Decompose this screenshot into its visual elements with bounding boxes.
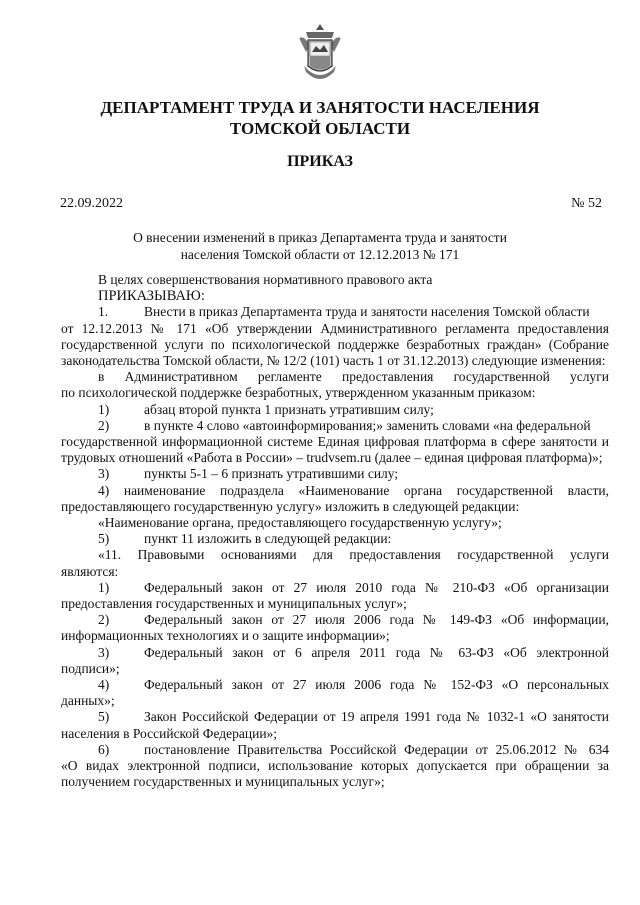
list-item: [61, 402, 609, 418]
law-item-number: 5): [98, 709, 110, 725]
list-item-4-quote: «Наименование органа, предоставляющего государственную услугу»;: [98, 515, 502, 531]
law-item-text: постановление Правительства Российской Федерации от 25.06.2012 № 634: [144, 741, 609, 757]
list-item-number: 5): [98, 531, 110, 547]
law-item-continuation: предоставления государственных и муниципальных услуг»;: [61, 596, 407, 612]
law-item-text: Федеральный закон от 27 июля 2010 года № 210-ФЗ «Об организации: [144, 579, 609, 595]
law-item-text: Закон Российской Федерации от 19 апреля 1991 года № 1032-1 «О занятости: [144, 709, 609, 725]
subject-line1: О внесении изменений в приказ Департамента труда и занятости: [133, 230, 507, 245]
law-item-text: Федеральный закон от 27 июля 2006 года № 152-ФЗ «О персональных: [144, 677, 609, 693]
law-item-number: 2): [98, 612, 110, 628]
law-item-continuation: «О видах электронной подписи, использование которых допускается при обращении за получением государственных и муниципальных услуг»;: [61, 758, 609, 790]
paragraph-11-continuation: являются:: [61, 563, 119, 579]
list-item-number: 3): [98, 466, 110, 482]
document-date: 22.09.2022: [60, 196, 123, 211]
paragraph-1-text: Внести в приказ Департамента труда и занятости населения Томской области: [144, 304, 590, 320]
tomsk-coat-of-arms-icon: [296, 22, 344, 86]
law-item-continuation: населения в Российской Федерации»;: [61, 725, 278, 741]
paragraph-a-continuation: по психологической поддержке безработных, утвержденном указанным приказом:: [61, 385, 536, 401]
law-item-continuation: данных»;: [61, 693, 115, 709]
paragraph-1-number: 1.: [98, 304, 109, 320]
list-item: [61, 531, 609, 547]
law-item-number: 4): [98, 677, 110, 693]
law-item-number: 1): [98, 579, 110, 595]
law-item-number: 3): [98, 644, 110, 660]
document-body: [61, 272, 609, 791]
list-item-text: в пункте 4 слово «автоинформирования;» заменить словами «на федеральной: [144, 417, 591, 433]
list-item-4: 4) наименование подраздела «Наименование органа государственной власти,: [98, 482, 609, 498]
order-word: ПРИКАЗЫВАЮ:: [98, 288, 205, 305]
paragraph-1-continuation: от 12.12.2013 № 171 «Об утверждении Административного регламента предоставления государственной услуги по психологической поддержке безработных граждан» (Собрание законодательства Томской области, № 12/2 (101) часть 1 от 31.12.2013) следующие изменения:: [61, 320, 609, 369]
list-item-continuation: государственной информационной системе Единая цифровая платформа в сфере занятости и трудовых отношений «Работа в России» – trudvsem.ru (далее – единая цифровая платформа)»;: [61, 434, 609, 466]
document-number: № 52: [571, 196, 602, 211]
law-item: [61, 612, 609, 628]
law-item-continuation: подписи»;: [61, 660, 120, 676]
law-item: [61, 580, 609, 596]
document-type: ПРИКАЗ: [287, 153, 353, 170]
law-item: [61, 709, 609, 725]
law-item: [61, 645, 609, 661]
department-name-line2: ТОМСКОЙ ОБЛАСТИ: [229, 119, 411, 138]
law-item-number: 6): [98, 741, 110, 757]
list-item-4-continuation: предоставляющего государственную услугу» изложить в следующей редакции:: [61, 498, 520, 514]
list-item-text: пункты 5-1 – 6 признать утратившими силу;: [144, 466, 399, 482]
list-item-text: пункт 11 изложить в следующей редакции:: [144, 531, 392, 547]
law-item: [61, 677, 609, 693]
law-item-text: Федеральный закон от 27 июля 2006 года № 149-ФЗ «Об информации,: [144, 612, 609, 628]
list-item-number: 1): [98, 401, 110, 417]
paragraph-a: в Административном регламенте предоставления государственной услуги: [98, 369, 609, 385]
paragraph-1: [61, 304, 609, 320]
list-item: [61, 418, 609, 434]
list-item-text: абзац второй пункта 1 признать утратившим силу;: [144, 401, 434, 417]
paragraph-11: «11. Правовыми основаниями для предоставления государственной услуги: [98, 547, 609, 563]
intro: В целях совершенствования нормативного правового акта: [98, 272, 433, 287]
law-item-text: Федеральный закон от 6 апреля 2011 года № 63-ФЗ «Об электронной: [144, 644, 609, 660]
law-item-continuation: информационных технологиях и о защите информации»;: [61, 628, 390, 644]
list-item: [61, 466, 609, 482]
list-item-number: 2): [98, 417, 110, 433]
subject-line2: населения Томской области от 12.12.2013 № 171: [180, 247, 460, 262]
law-item: [61, 742, 609, 758]
document-subject: [0, 229, 640, 263]
department-name-line1: ДЕПАРТАМЕНТ ТРУДА И ЗАНЯТОСТИ НАСЕЛЕНИЯ: [100, 98, 540, 117]
